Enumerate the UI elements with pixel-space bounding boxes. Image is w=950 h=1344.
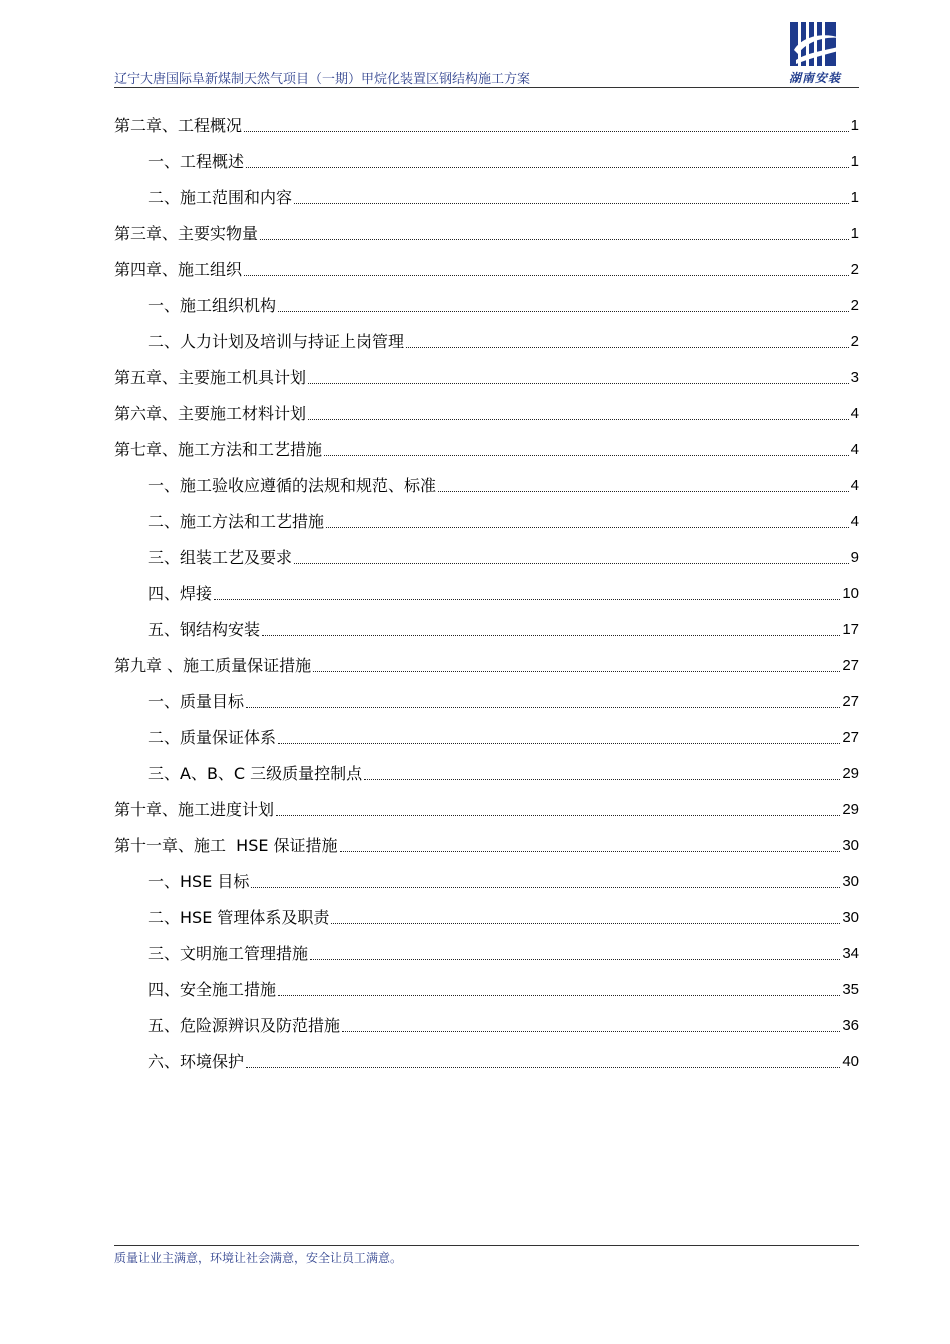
toc-entry-label: 二、质量保证体系: [148, 728, 277, 747]
toc-entry[interactable]: [114, 864, 859, 900]
toc-entry-page: 27: [842, 693, 859, 710]
toc-entry-page: 4: [850, 405, 859, 422]
toc-leader-dots: [324, 455, 849, 456]
toc-entry[interactable]: [114, 108, 859, 144]
toc-entry-label: 五、危险源辨识及防范措施: [148, 1016, 341, 1035]
toc-entry[interactable]: [114, 1044, 859, 1080]
toc-leader-dots: [214, 599, 840, 600]
toc-entry-label: 第二章、工程概况: [114, 116, 243, 135]
toc-entry-page: 29: [842, 801, 859, 818]
toc-entry-page: 29: [842, 765, 859, 782]
toc-entry[interactable]: [114, 324, 859, 360]
toc-entry-label: 三、A、B、C 三级质量控制点: [148, 764, 363, 783]
toc-entry-page: 9: [850, 549, 859, 566]
header-divider: [114, 87, 859, 88]
toc-entry[interactable]: [114, 648, 859, 684]
toc-entry-page: 30: [842, 909, 859, 926]
toc-leader-dots: [278, 995, 840, 996]
toc-leader-dots: [340, 851, 841, 852]
toc-entry[interactable]: [114, 972, 859, 1008]
company-logo: [784, 20, 846, 86]
toc-leader-dots: [276, 815, 840, 816]
company-logo-icon: [784, 20, 846, 70]
toc-entry[interactable]: [114, 216, 859, 252]
toc-entry-label: 六、环境保护: [148, 1052, 245, 1071]
toc-entry[interactable]: [114, 180, 859, 216]
toc-entry-label: 一、工程概述: [148, 152, 245, 171]
toc-entry-label: 二、人力计划及培训与持证上岗管理: [148, 332, 405, 351]
toc-entry[interactable]: [114, 360, 859, 396]
toc-leader-dots: [308, 419, 849, 420]
toc-entry[interactable]: [114, 540, 859, 576]
toc-entry-page: 4: [850, 477, 859, 494]
toc-entry[interactable]: [114, 252, 859, 288]
toc-entry[interactable]: [114, 936, 859, 972]
toc-leader-dots: [294, 203, 849, 204]
toc-entry-label: 第九章 、施工质量保证措施: [114, 656, 312, 675]
toc-entry-label: 第五章、主要施工机具计划: [114, 368, 307, 387]
toc-entry-label: 第七章、施工方法和工艺措施: [114, 440, 323, 459]
toc-leader-dots: [308, 383, 849, 384]
toc-entry[interactable]: [114, 756, 859, 792]
footer-text: 质量让业主满意，环境让社会满意，安全让员工满意。: [114, 1251, 403, 1265]
toc-leader-dots: [278, 311, 849, 312]
toc-leader-dots: [251, 887, 840, 888]
toc-entry-page: 3: [850, 369, 859, 386]
toc-entry-label: 第十章、施工进度计划: [114, 800, 275, 819]
toc-entry-label: 第十一章、施工 HSE 保证措施: [114, 836, 338, 855]
toc-entry-page: 10: [842, 585, 859, 602]
toc-entry-label: 第六章、主要施工材料计划: [114, 404, 307, 423]
toc-leader-dots: [313, 671, 840, 672]
toc-leader-dots: [246, 707, 840, 708]
toc-leader-dots: [246, 1067, 840, 1068]
toc-entry[interactable]: [114, 144, 859, 180]
toc-entry-page: 4: [850, 513, 859, 530]
toc-entry[interactable]: [114, 900, 859, 936]
toc-entry[interactable]: [114, 288, 859, 324]
toc-entry[interactable]: [114, 468, 859, 504]
footer-divider: [114, 1245, 859, 1246]
toc-entry-label: 一、施工组织机构: [148, 296, 277, 315]
toc-leader-dots: [294, 563, 849, 564]
toc-entry-page: 30: [842, 837, 859, 854]
toc-leader-dots: [246, 167, 849, 168]
toc-entry[interactable]: [114, 1008, 859, 1044]
toc-entry-label: 二、HSE 管理体系及职责: [148, 908, 330, 927]
toc-leader-dots: [406, 347, 849, 348]
toc-entry-page: 2: [850, 333, 859, 350]
toc-entry-page: 27: [842, 729, 859, 746]
toc-leader-dots: [364, 779, 840, 780]
toc-leader-dots: [310, 959, 840, 960]
toc-entry-page: 34: [842, 945, 859, 962]
toc-entry-page: 36: [842, 1017, 859, 1034]
toc-entry-page: 1: [850, 225, 859, 242]
toc-entry[interactable]: [114, 612, 859, 648]
toc-entry[interactable]: [114, 576, 859, 612]
toc-leader-dots: [278, 743, 840, 744]
logo-text: 湖南安装: [788, 71, 841, 85]
toc-entry-label: 二、施工方法和工艺措施: [148, 512, 325, 531]
toc-leader-dots: [260, 239, 849, 240]
toc-entry-label: 三、文明施工管理措施: [148, 944, 309, 963]
toc-entry-label: 五、钢结构安装: [148, 620, 261, 639]
toc-entry-page: 40: [842, 1053, 859, 1070]
toc-entry[interactable]: [114, 684, 859, 720]
toc-entry-label: 四、焊接: [148, 584, 213, 603]
toc-entry-page: 27: [842, 657, 859, 674]
toc-entry-label: 二、施工范围和内容: [148, 188, 293, 207]
toc-entry-label: 第四章、施工组织: [114, 260, 243, 279]
toc-entry[interactable]: [114, 828, 859, 864]
toc-entry-label: 四、安全施工措施: [148, 980, 277, 999]
toc-entry-page: 1: [850, 117, 859, 134]
toc-leader-dots: [262, 635, 840, 636]
toc-entry-label: 一、施工验收应遵循的法规和规范、标准: [148, 476, 437, 495]
toc-entry[interactable]: [114, 792, 859, 828]
toc-entry[interactable]: [114, 504, 859, 540]
table-of-contents: [114, 108, 859, 1080]
toc-leader-dots: [438, 491, 849, 492]
toc-entry-page: 4: [850, 441, 859, 458]
toc-entry-label: 三、组装工艺及要求: [148, 548, 293, 567]
toc-entry-page: 30: [842, 873, 859, 890]
toc-entry-label: 一、HSE 目标: [148, 872, 250, 891]
toc-entry[interactable]: [114, 432, 859, 468]
header-title: 辽宁大唐国际阜新煤制天然气项目（一期）甲烷化装置区钢结构施工方案: [114, 72, 531, 87]
toc-leader-dots: [244, 275, 849, 276]
toc-entry-page: 1: [850, 153, 859, 170]
toc-leader-dots: [244, 131, 849, 132]
toc-leader-dots: [331, 923, 840, 924]
toc-entry-label: 一、质量目标: [148, 692, 245, 711]
toc-entry-page: 2: [850, 297, 859, 314]
toc-entry-label: 第三章、主要实物量: [114, 224, 259, 243]
toc-entry[interactable]: [114, 720, 859, 756]
toc-entry-page: 35: [842, 981, 859, 998]
toc-entry[interactable]: [114, 396, 859, 432]
toc-entry-page: 2: [850, 261, 859, 278]
toc-entry-page: 1: [850, 189, 859, 206]
toc-entry-page: 17: [842, 621, 859, 638]
toc-leader-dots: [326, 527, 849, 528]
toc-leader-dots: [342, 1031, 840, 1032]
